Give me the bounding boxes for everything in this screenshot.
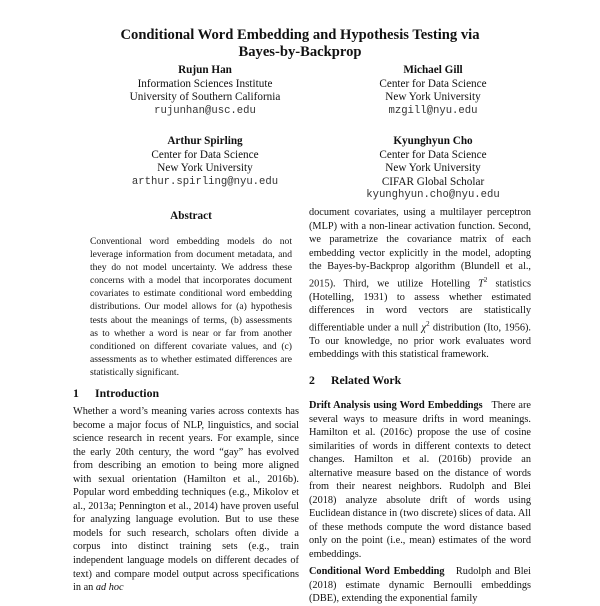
section-title: Related Work	[331, 373, 402, 387]
author-affiliation: New York University	[385, 162, 481, 175]
author-block-1	[90, 64, 320, 118]
author-affiliation: Center for Data Science	[379, 77, 487, 90]
paragraph-text: There are several ways to measure drifts in word meanings. Hamilton et al. (2016c) propose the use of cosine similarities of words in different contexts to detect changes. Hamilton et al. (2016b) provide an alternative measure based on the distance of words from their nearest neighbors. Rudolph and Blei (2018) analyze absolute drift of words using Euclidean distance in (two discrete) slices of data. All of these methods compute the word distance based only on the point (i.e., mean) estimates of the word embeddings.	[309, 400, 531, 561]
section-title: Introduction	[95, 386, 160, 400]
author-email[interactable]: arthur.spirling@nyu.edu	[131, 175, 279, 188]
chi-symbol: χ	[421, 322, 427, 334]
section-2-paragraph-1	[309, 399, 531, 562]
author-block-4	[318, 135, 548, 203]
paragraph-heading: Conditional Word Embedding	[309, 566, 445, 577]
continuation-text: statistics (Hotelling, 1931) to assess whether estimated differences in word vectors are statistically differentiable under a null	[309, 278, 531, 334]
author-affiliation: University of Southern California	[129, 91, 281, 104]
author-email[interactable]: kyunghyun.cho@nyu.edu	[366, 189, 500, 202]
hotelling-t-superscript: 2	[483, 275, 488, 284]
author-affiliation: New York University	[157, 162, 253, 175]
title-line-2: Bayes-by-Backprop	[238, 44, 362, 60]
continuation-text: document covariates, using a multilayer perceptron (MLP) with a non-linear activation function. Second, we parametrize the covariance matrix of each embedding vector explicitly in the model, adopting the Bayes-by-Backprop algorithm (Blundell et al., 2015). Third, we utilize Hotelling	[309, 207, 531, 290]
chi-superscript: 2	[426, 319, 430, 328]
abstract-text: Conventional word embedding models do not leverage information from document metadata, and they do not model uncertainty. We address these concerns with a model that incorporates document covariates to estimate conditional word embedding distributions. Our model allows for (a) hypothesis tests about the meanings of terms, (b) assessments as to whether a word is near or far from another conditioned on different covariate values, and (c) assessments as to whether estimated differences are statistically significant.	[90, 236, 292, 378]
abstract-body	[90, 235, 292, 379]
author-name: Rujun Han	[178, 64, 232, 76]
author-affiliation: Information Sciences Institute	[137, 77, 273, 90]
author-affiliation: Center for Data Science	[379, 148, 487, 161]
intro-text: Whether a word’s meaning varies across contexts has become a major focus of NLP, linguistics, and social science research in recent years. For example, since the early 20th century, the word “gay” has evolved from describing an emotion to being more aligned with sexual orientation (Hamilton et al., 2016b). Popular word embedding techniques (e.g., Mikolov et al., 2013a; Pennington et al., 2014) have proven useful for analyzing language evolution. But to use these models for such research, scholars often divide a corpus into distinct training sets (e.g., train independent language models on different decades of text) and compare model output across specifications in an	[73, 406, 299, 594]
section-1-body	[73, 405, 299, 595]
hotelling-t-symbol: T	[478, 278, 484, 290]
author-email[interactable]: rujunhan@usc.edu	[154, 104, 256, 117]
section-1-heading	[73, 386, 159, 401]
title-line-1: Conditional Word Embedding and Hypothesis Testing via	[120, 27, 480, 43]
continuation-text: distribution (Ito, 1956). To our knowledge, no prior work evaluates word embeddings with this statistical framework.	[309, 322, 531, 361]
section-number: 2	[309, 373, 315, 387]
paragraph-heading: Drift Analysis using Word Embeddings	[309, 400, 483, 411]
related-work-paragraph	[309, 399, 531, 562]
abstract-heading: Abstract	[170, 210, 212, 222]
paper-title	[0, 27, 600, 61]
author-name: Kyunghyun Cho	[393, 135, 473, 147]
author-affiliation: CIFAR Global Scholar	[381, 175, 485, 188]
author-affiliation: New York University	[385, 91, 481, 104]
paragraph-text: Rudolph and Blei (2018) estimate dynamic Bernoulli embeddings (DBE), extending the exponential family	[309, 566, 531, 605]
continuation-paragraph	[309, 206, 531, 362]
intro-paragraph	[73, 405, 299, 595]
section-2-heading	[309, 373, 401, 388]
author-email[interactable]: mzgill@nyu.edu	[388, 104, 478, 117]
author-block-2	[318, 64, 548, 118]
section-number: 1	[73, 386, 79, 400]
intro-italic-text: ad hoc	[95, 582, 124, 594]
author-name: Arthur Spirling	[167, 135, 243, 147]
right-column-continuation	[309, 206, 531, 362]
author-name: Michael Gill	[403, 64, 463, 76]
author-affiliation: Center for Data Science	[151, 148, 259, 161]
author-block-3	[90, 135, 320, 189]
